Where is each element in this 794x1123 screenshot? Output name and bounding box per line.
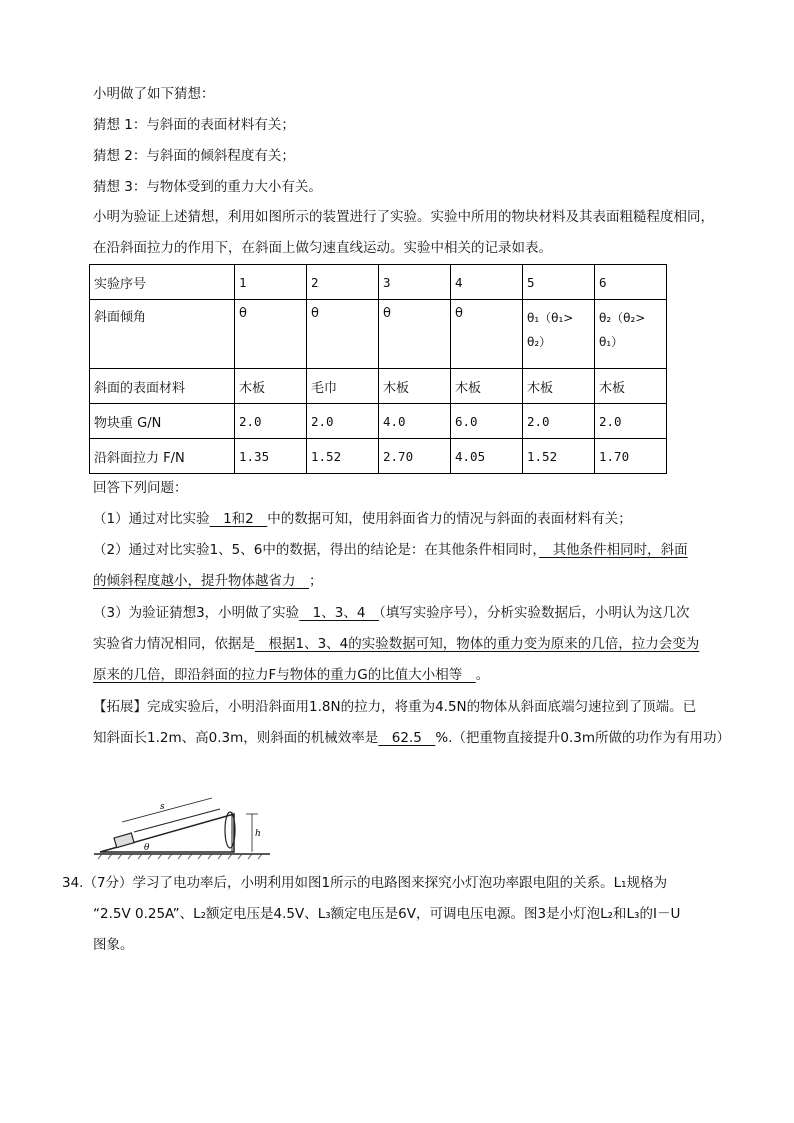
angle5-line2: θ₂） — [527, 335, 552, 349]
table-row — [90, 369, 667, 404]
q3-post3: 。 — [475, 667, 490, 683]
q3-pre: （3）为验证猜想3，小明做了实验 — [93, 605, 300, 621]
table-cell: 2 — [307, 265, 379, 300]
setup-text-1: 小明为验证上述猜想，利用如图所示的装置进行了实验。实验中所用的物块材料及其表面粗糙程度相同， — [93, 209, 714, 225]
q2-pre: （2）通过对比实验1、5、6中的数据，得出的结论是：在其他条件相同时， — [93, 542, 540, 558]
incline-diagram — [92, 792, 272, 864]
ext-answer: 62.5 — [378, 730, 436, 746]
table-cell: 2.0 — [307, 404, 379, 439]
row-header-force: 沿斜面拉力 F/N — [90, 439, 235, 474]
question-3-line1 — [93, 603, 689, 623]
row-header-weight: 物块重 G/N — [90, 404, 235, 439]
guess-3: 猜想 3：与物体受到的重力大小有关。 — [93, 179, 322, 195]
q2-answer-part2: 的倾斜程度越小，提升物体越省力 — [93, 573, 309, 589]
extension-line1: 【拓展】完成实验后，小明沿斜面用1.8N的拉力，将重为4.5N的物体从斜面底端匀速拉到了顶端。已 — [93, 699, 697, 715]
question-2-line2 — [93, 571, 323, 591]
length-marker — [122, 798, 212, 822]
q3-answer-part2: 根据1、3、4的实验数据可知，物体的重力变为原来的几倍，拉力会变为 — [255, 636, 700, 652]
angle6-line1: θ₂（θ₂> — [599, 311, 646, 325]
row-header-material: 斜面的表面材料 — [90, 369, 235, 404]
table-cell: 2.0 — [523, 404, 595, 439]
ext-pre: 知斜面长1.2m、高0.3m，则斜面的机械效率是 — [93, 730, 379, 746]
question-1 — [93, 509, 632, 529]
q2-post: ； — [309, 573, 323, 589]
question-3-line2 — [93, 634, 699, 654]
angle-label-theta: θ — [144, 843, 150, 853]
table-cell: 1.70 — [595, 439, 667, 474]
extension-line2 — [93, 728, 730, 748]
angle5-line1: θ₁（θ₁> — [527, 311, 574, 325]
table-row — [90, 300, 667, 369]
table-cell: 木板 — [523, 369, 595, 404]
table-cell: 1.52 — [307, 439, 379, 474]
table-cell: 木板 — [451, 369, 523, 404]
ext-post: %.（把重物直接提升0.3m所做的功作为有用功） — [435, 730, 731, 746]
q3-answer: 1、3、4 — [299, 605, 379, 621]
table-cell: 4.0 — [379, 404, 451, 439]
guess-2: 猜想 2：与斜面的倾斜程度有关； — [93, 148, 295, 164]
setup-text-2: 在沿斜面拉力的作用下，在斜面上做匀速直线运动。实验中相关的记录如表。 — [93, 240, 552, 256]
table-cell — [523, 300, 595, 369]
table-cell: 2.70 — [379, 439, 451, 474]
guess-1: 猜想 1：与斜面的表面材料有关； — [93, 117, 295, 133]
table-cell: 木板 — [235, 369, 307, 404]
table-cell — [595, 300, 667, 369]
row-header-trial: 实验序号 — [90, 265, 235, 300]
q2-answer-part1: 其他条件相同时，斜面 — [539, 542, 688, 558]
table-cell: θ — [307, 300, 379, 369]
q1-pre: （1）通过对比实验 — [93, 511, 210, 527]
q1-post: 中的数据可知，使用斜面省力的情况与斜面的表面材料有关； — [267, 511, 632, 527]
table-cell: 6.0 — [451, 404, 523, 439]
q34-line3: 图象。 — [93, 937, 134, 953]
table-cell: 1.35 — [235, 439, 307, 474]
table-cell: θ — [379, 300, 451, 369]
question-3-line3 — [93, 665, 489, 685]
table-cell: 木板 — [379, 369, 451, 404]
table-cell: 4 — [451, 265, 523, 300]
question-2-line1 — [93, 540, 688, 560]
table-cell: 2.0 — [235, 404, 307, 439]
block — [114, 833, 134, 848]
table-cell: 4.05 — [451, 439, 523, 474]
row-header-angle: 斜面倾角 — [90, 300, 235, 369]
length-label-s: s — [160, 802, 165, 812]
questions-intro: 回答下列问题： — [93, 480, 188, 496]
table-cell: 1 — [235, 265, 307, 300]
q3-line2-pre: 实验省力情况相同，依据是 — [93, 636, 255, 652]
q3-answer-part3: 原来的几倍，即沿斜面的拉力F与物体的重力G的比值大小相等 — [93, 667, 476, 683]
table-cell: 1.52 — [523, 439, 595, 474]
q34-line1: 34.（7分）学习了电功率后，小明利用如图1所示的电路图来探究小灯泡功率跟电阻的关系。L₁规格为 — [62, 875, 668, 891]
q3-post: （填写实验序号），分析实验数据后，小明认为这几次 — [378, 605, 690, 621]
table-cell: 6 — [595, 265, 667, 300]
table-cell: 毛巾 — [307, 369, 379, 404]
table-row — [90, 265, 667, 300]
pull-rope — [134, 809, 220, 832]
table-cell: θ — [451, 300, 523, 369]
table-row — [90, 404, 667, 439]
experiment-table — [89, 264, 667, 474]
table-cell: 2.0 — [595, 404, 667, 439]
table-row — [90, 439, 667, 474]
table-cell: 3 — [379, 265, 451, 300]
q1-answer: 1和2 — [209, 511, 268, 527]
table-cell: θ — [235, 300, 307, 369]
q34-line2: “2.5V 0.25A”、L₂额定电压是4.5V、L₃额定电压是6V，可调电压电源。图3是小灯泡L₂和L₃的I－U — [93, 906, 681, 922]
intro-text: 小明做了如下猜想： — [93, 86, 215, 102]
table-cell: 木板 — [595, 369, 667, 404]
table-cell: 5 — [523, 265, 595, 300]
height-label-h: h — [255, 829, 261, 839]
angle6-line2: θ₁） — [599, 335, 624, 349]
